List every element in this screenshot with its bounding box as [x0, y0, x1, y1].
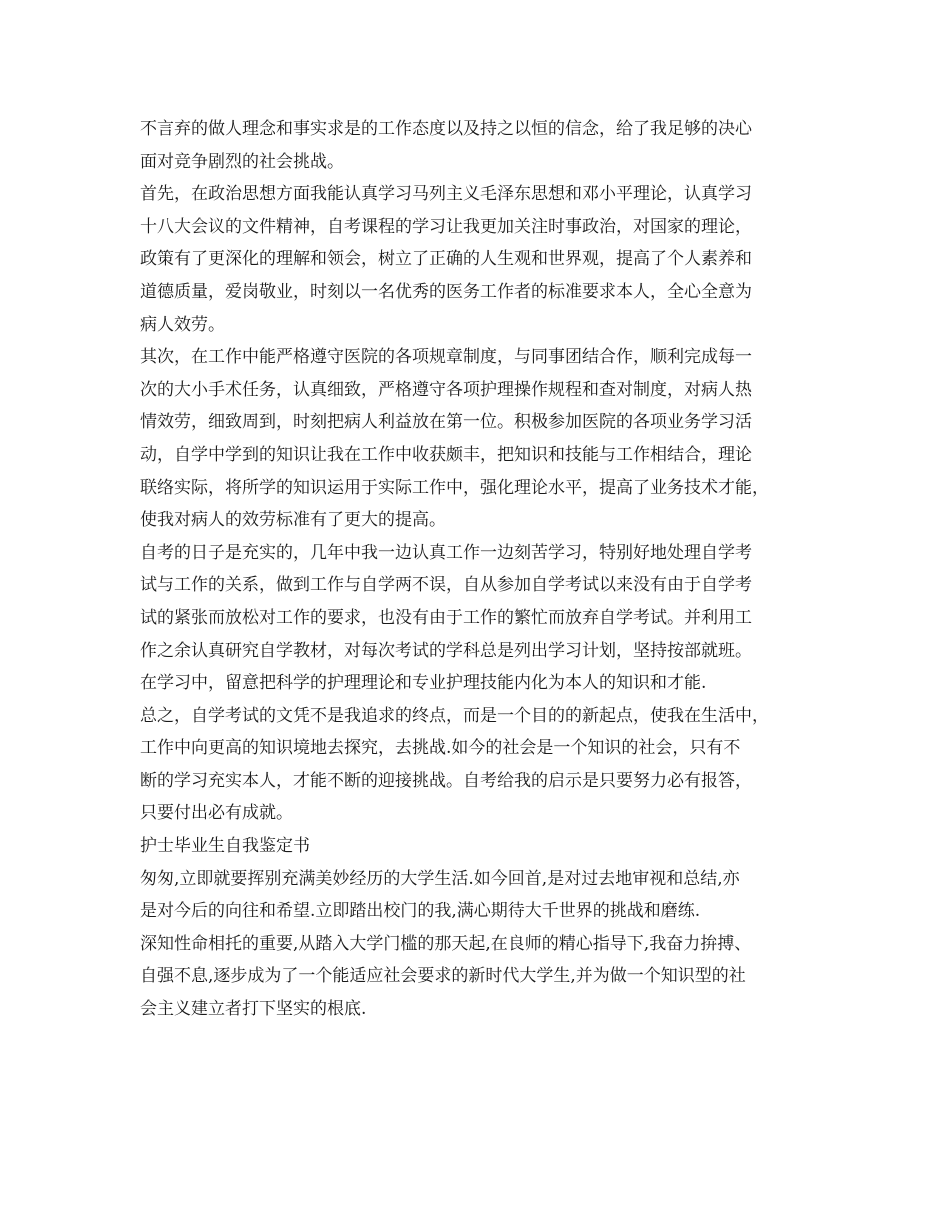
text-line: 断的学习充实本人，才能不断的迎接挑战。自考给我的启示是只要努力必有报答， [140, 770, 752, 791]
document-body [140, 113, 820, 1026]
text-line: 自考的日子是充实的，几年中我一边认真工作一边刻苦学习，特别好地处理自学考 [140, 542, 752, 563]
text-line: 总之，自学考试的文凭不是我追求的终点，而是一个目的的新起点，使我在生活中， [140, 705, 769, 726]
text-line: 次的大小手术任务，认真细致，严格遵守各项护理操作规程和查对制度，对病人热 [140, 379, 752, 400]
paragraph-work-performance [140, 341, 820, 537]
text-line: 工作中向更高的知识境地去探究，去挑战.如今的社会是一个知识的社会，只有不 [140, 738, 741, 759]
paragraph-political-thought [140, 178, 820, 341]
text-line: 政策有了更深化的理解和领会，树立了正确的人生观和世界观，提高了个人素养和 [140, 249, 752, 270]
text-line: 只要付出必有成就。 [140, 803, 293, 824]
paragraph-determination [140, 113, 820, 178]
paragraph-growth [140, 928, 820, 1026]
text-line: 首先，在政治思想方面我能认真学习马列主义毛泽东思想和邓小平理论，认真学习 [140, 184, 752, 205]
text-line: 护士毕业生自我鉴定书 [140, 836, 310, 857]
text-line: 情效劳，细致周到，时刻把病人利益放在第一位。积极参加医院的各项业务学习活 [140, 412, 752, 433]
section-heading [140, 830, 820, 863]
paragraph-self-study [140, 537, 820, 667]
text-line: 自强不息,逐步成为了一个能适应社会要求的新时代大学生,并为做一个知识型的社 [140, 966, 746, 987]
text-line: 使我对病人的效劳标准有了更大的提高。 [140, 510, 446, 531]
text-line: 作之余认真研究自学教材，对每次考试的学科总是列出学习计划，坚持按部就班。 [140, 640, 752, 661]
text-line: 动，自学中学到的知识让我在工作中收获颇丰，把知识和技能与工作相结合，理论 [140, 444, 752, 465]
text-line: 道德质量，爱岗敬业，时刻以一名优秀的医务工作者的标准要求本人，全心全意为 [140, 281, 752, 302]
text-line: 十八大会议的文件精神，自考课程的学习让我更加关注时事政治，对国家的理论， [140, 216, 752, 237]
text-line: 试的紧张而放松对工作的要求，也没有由于工作的繁忙而放弃自学考试。并利用工 [140, 607, 752, 628]
text-line: 联络实际，将所学的知识运用于实际工作中，强化理论水平，提高了业务技术才能， [140, 477, 769, 498]
paragraph-conclusion [140, 700, 820, 830]
text-line: 是对今后的向往和希望.立即踏出校门的我,满心期待大千世界的挑战和磨练. [140, 901, 701, 922]
text-line: 在学习中，留意把科学的护理理论和专业护理技能内化为本人的知识和才能. [140, 673, 707, 694]
text-line: 试与工作的关系，做到工作与自学两不误，自从参加自学考试以来没有由于自学考 [140, 575, 752, 596]
text-line: 深知性命相托的重要,从踏入大学门槛的那天起,在良师的精心指导下,我奋力拚搏、 [140, 933, 752, 954]
text-line: 其次，在工作中能严格遵守医院的各项规章制度，与同事团结合作，顺利完成每一 [140, 347, 752, 368]
paragraph-farewell [140, 863, 820, 928]
paragraph-learning-focus [140, 667, 820, 700]
text-line: 病人效劳。 [140, 314, 225, 335]
text-line: 会主义建立者打下坚实的根底. [140, 999, 367, 1020]
text-line: 匆匆,立即就要挥别充满美妙经历的大学生活.如今回首,是对过去地审视和总结,亦 [140, 868, 740, 889]
text-line: 不言弃的做人理念和事实求是的工作态度以及持之以恒的信念，给了我足够的决心 [140, 119, 752, 139]
text-line: 面对竞争剧烈的社会挑战。 [140, 151, 344, 172]
